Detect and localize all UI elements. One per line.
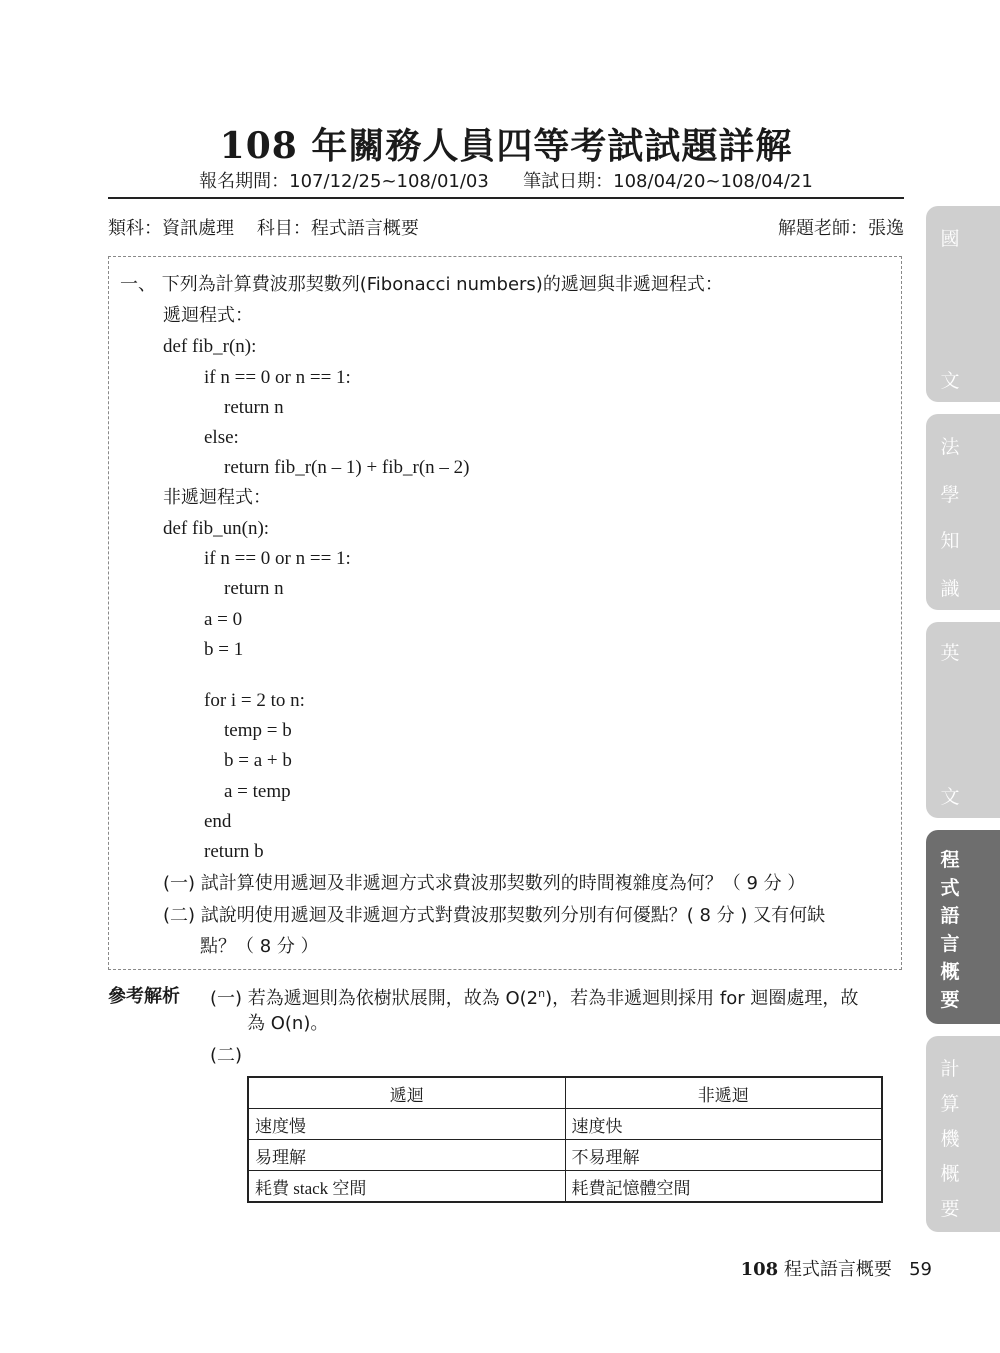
- tab-char: 要: [940, 989, 960, 1011]
- code-line: else:: [204, 427, 239, 448]
- table-header: 非遞迴: [565, 1077, 882, 1109]
- footer-subject: 程式語言概要: [783, 1259, 892, 1280]
- code-line: a = temp: [224, 781, 291, 802]
- page-number: 59: [909, 1259, 932, 1280]
- sub-question-2: (二) 試說明使用遞迴及非遞迴方式對費波那契數列分別有何優點？( 8 分 ) 又有何缺: [163, 905, 826, 926]
- tab-char: 知: [940, 530, 960, 552]
- sub-question-2-cont: 點？（ 8 分 ）: [200, 936, 319, 957]
- code-line: b = a + b: [224, 750, 292, 771]
- tab-char: 言: [940, 933, 960, 955]
- tab-char: 計: [940, 1058, 960, 1080]
- sub-question-1: (一) 試計算使用遞迴及非遞迴方式求費波那契數列的時間複雜度為何？（ 9 分 ）: [163, 873, 806, 894]
- code-line: for i = 2 to n:: [204, 690, 305, 711]
- answer-text: )，若為非遞迴則採用 for 迴圈處理，故: [545, 988, 859, 1009]
- tab-char: 語: [940, 905, 960, 927]
- answer-label: 參考解析: [108, 986, 180, 1007]
- side-tab-chinese[interactable]: [926, 206, 1000, 402]
- tab-char: 國: [940, 228, 960, 250]
- table-cell: 速度慢: [248, 1109, 565, 1140]
- page-footer: [741, 1255, 932, 1281]
- table-header-row: [248, 1077, 882, 1109]
- code-line: b = 1: [204, 639, 244, 660]
- question-intro: 一、 下列為計算費波那契數列(Fibonacci numbers)的遞迴與非遞迴程式：: [120, 274, 723, 295]
- answer-part-1-cont: 為 O(n)。: [247, 1013, 329, 1034]
- code-line: def fib_un(n):: [163, 518, 270, 539]
- table-row: [248, 1171, 882, 1203]
- answer-text: (一) 若為遞迴則為依樹狀展開，故為 O(2: [210, 988, 539, 1009]
- tab-char: 英: [940, 642, 960, 664]
- table-cell: 不易理解: [565, 1140, 882, 1171]
- tab-char: 算: [940, 1093, 960, 1115]
- code-line: def fib_r(n):: [163, 336, 257, 357]
- code-line: return fib_r(n – 1) + fib_r(n – 2): [224, 457, 470, 478]
- footer-book-year: 108: [740, 1259, 779, 1280]
- recursive-heading: 遞迴程式：: [163, 305, 253, 326]
- code-line: end: [204, 811, 232, 832]
- table-row: [248, 1109, 882, 1140]
- code-line: a = 0: [204, 609, 243, 630]
- tab-char: 程: [940, 849, 960, 871]
- tab-char: 文: [940, 786, 960, 808]
- side-tab-computer[interactable]: [926, 1036, 1000, 1232]
- tab-char: 概: [940, 961, 960, 983]
- code-line: return n: [224, 397, 284, 418]
- code-line: if n == 0 or n == 1:: [204, 367, 351, 388]
- code-line: temp = b: [224, 720, 292, 741]
- header-divider: [108, 197, 904, 199]
- tab-char: 式: [940, 877, 960, 899]
- exam-dates: 報名期間：107/12/25~108/01/03 筆試日期：108/04/20~108/04/21: [199, 171, 813, 192]
- tab-char: 法: [940, 436, 960, 458]
- table-header: 遞迴: [248, 1077, 565, 1109]
- comparison-table: [247, 1076, 883, 1203]
- code-line: return b: [204, 841, 264, 862]
- table-row: [248, 1140, 882, 1171]
- answer-part-1: [210, 982, 858, 1011]
- side-tab-law[interactable]: [926, 414, 1000, 610]
- teacher-name: 解題老師：張逸: [778, 218, 904, 239]
- side-tab-english[interactable]: [926, 622, 1000, 818]
- tab-char: 機: [940, 1128, 960, 1150]
- code-line: if n == 0 or n == 1:: [204, 548, 351, 569]
- exponent: n: [538, 987, 546, 1000]
- tab-char: 要: [940, 1198, 960, 1220]
- side-tab-programming[interactable]: [926, 830, 1000, 1024]
- tab-char: 學: [940, 484, 960, 506]
- table-cell: 耗費記憶體空間: [565, 1171, 882, 1203]
- answer-part-2: (二): [210, 1045, 243, 1066]
- tab-char: 概: [940, 1163, 960, 1185]
- category-subject: 類科：資訊處理 科目：程式語言概要: [108, 218, 419, 239]
- code-line: return n: [224, 578, 284, 599]
- nonrecursive-heading: 非遞迴程式：: [163, 487, 271, 508]
- table-cell: 易理解: [248, 1140, 565, 1171]
- page-title: 108 年關務人員四等考試試題詳解: [219, 125, 793, 167]
- table-cell: 速度快: [565, 1109, 882, 1140]
- table-cell: 耗費 stack 空間: [248, 1171, 565, 1203]
- tab-char: 文: [940, 370, 960, 392]
- tab-char: 識: [940, 578, 960, 600]
